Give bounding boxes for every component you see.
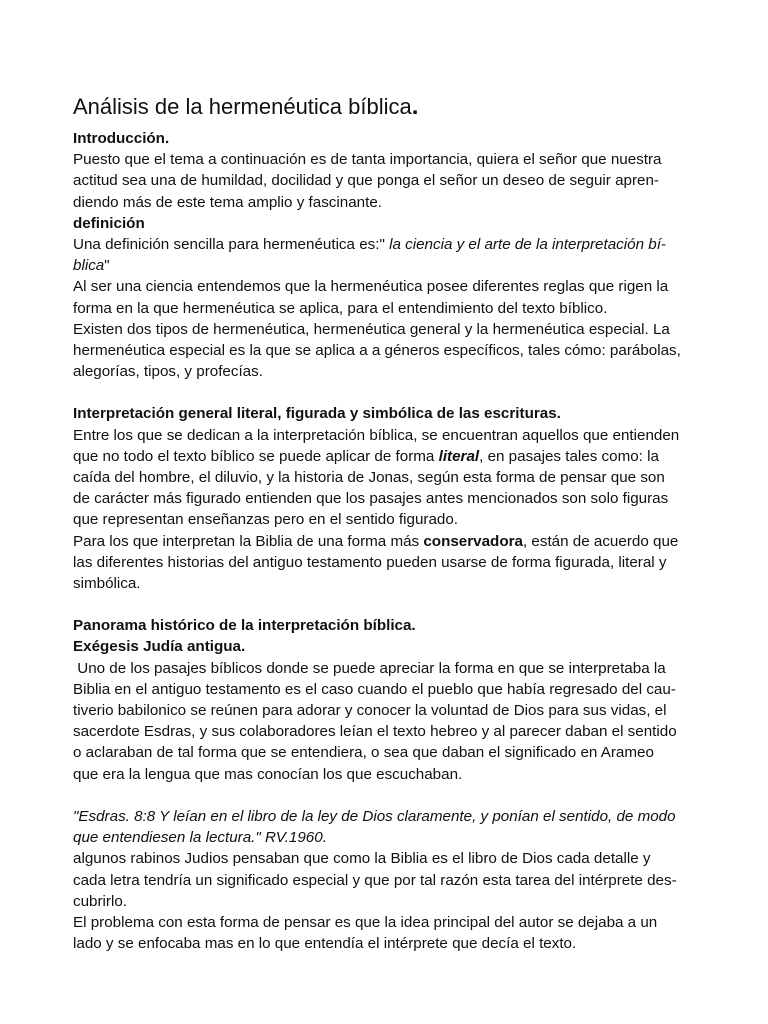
definicion-heading: definición bbox=[73, 214, 145, 232]
definicion-line: hermenéutica especial es la que se aplica a a géneros específicos, tales cómo: parábolas, bbox=[73, 342, 681, 360]
panorama-line: o aclaraban de tal forma que se entendiera, o sea que daban el significado en Arameo bbox=[73, 744, 654, 762]
section-introduccion bbox=[73, 128, 696, 213]
interpretacion-line: Entre los que se dedican a la interpretación bíblica, se encuentran aquellos que entienden bbox=[73, 426, 680, 444]
definicion-line: alegorías, tipos, y profecías. bbox=[73, 363, 263, 381]
panorama-line: Uno de los pasajes bíblicos donde se puede apreciar la forma en que se interpretaba la bbox=[73, 659, 666, 677]
definicion-quote: blica bbox=[73, 257, 105, 275]
paragraph-spacer bbox=[73, 785, 696, 806]
bible-quote: "Esdras. 8:8 Y leían en el libro de la ley de Dios claramente, y ponían el sentido, de modo bbox=[73, 807, 676, 825]
interpretacion-text: que no todo el texto bíblico se puede aplicar de forma bbox=[73, 447, 439, 465]
section-definicion bbox=[73, 213, 696, 383]
cita-line bbox=[73, 806, 696, 827]
paragraph-spacer bbox=[73, 382, 696, 403]
intro-heading: Introducción. bbox=[73, 130, 170, 147]
definicion-line: Al ser una ciencia entendemos que la hermenéutica posee diferentes reglas que rigen la bbox=[73, 278, 669, 296]
definicion-line: forma en la que hermenéutica se aplica, para el entendimiento del texto bíblico. bbox=[73, 299, 608, 317]
section-panorama bbox=[73, 615, 696, 785]
panorama-line: Biblia en el antiguo testamento es el caso cuando el pueblo que había regresado del cau- bbox=[73, 680, 676, 698]
interpretacion-line: caída del hombre, el diluvio, y la historia de Jonas, según esta forma de pensar que son bbox=[73, 469, 665, 487]
interpretacion-text: , están de acuerdo que bbox=[522, 532, 679, 550]
panorama-line: sacerdote Esdras, y sus colaboradores leían el texto hebreo y al parecer daban el sentido bbox=[73, 723, 677, 741]
cita-line: lado y se enfocaba mas en lo que entendía el intérprete que decía el texto. bbox=[73, 935, 577, 953]
interpretacion-line bbox=[73, 446, 696, 467]
definicion-line bbox=[73, 234, 696, 255]
interpretacion-heading: Interpretación general literal, figurada y simbólica de las escrituras. bbox=[73, 405, 561, 423]
exegesis-subheading: Exégesis Judía antigua. bbox=[73, 638, 246, 656]
panorama-heading: Panorama histórico de la interpretación bíblica. bbox=[73, 617, 416, 635]
interpretacion-text: , en pasajes tales como: la bbox=[479, 447, 659, 465]
interpretacion-text: Para los que interpretan la Biblia de una forma más bbox=[73, 532, 424, 550]
paragraph-spacer bbox=[73, 594, 696, 615]
interpretacion-line bbox=[73, 531, 696, 552]
definicion-line bbox=[73, 255, 696, 276]
cita-line: cada letra tendría un significado especial y que por tal razón esta tarea del intérprete des- bbox=[73, 871, 677, 889]
section-cita bbox=[73, 806, 696, 954]
cita-line: cubrirlo. bbox=[73, 892, 128, 910]
bible-quote: que entendiesen la lectura." RV.1960. bbox=[73, 829, 327, 847]
cita-line bbox=[73, 827, 696, 848]
definicion-text: Una definición sencilla para hermenéutica es:" bbox=[73, 236, 390, 254]
title-text: Análisis de la hermenéutica bíblica bbox=[73, 94, 412, 119]
definicion-quote: la ciencia y el arte de la interpretación bí- bbox=[389, 236, 666, 254]
interpretacion-line: simbólica. bbox=[73, 575, 141, 593]
intro-line: diendo más de este tema amplio y fascinante. bbox=[73, 193, 382, 211]
definicion-text: " bbox=[104, 257, 110, 275]
title-period: . bbox=[411, 93, 419, 120]
definicion-line: Existen dos tipos de hermenéutica, hermenéutica general y la hermenéutica especial. La bbox=[73, 320, 670, 338]
cita-line: algunos rabinos Judios pensaban que como la Biblia es el libro de Dios cada detalle y bbox=[73, 850, 651, 868]
document-title bbox=[73, 92, 696, 122]
conservadora-emphasis: conservadora bbox=[423, 532, 523, 550]
literal-emphasis: literal bbox=[438, 447, 480, 465]
panorama-line: tiverio babilonico se reúnen para adorar y conocer la voluntad de Dios para sus vidas, el bbox=[73, 702, 667, 720]
section-interpretacion bbox=[73, 403, 696, 594]
panorama-line: que era la lengua que mas conocían los que escuchaban. bbox=[73, 765, 463, 783]
intro-line: Puesto que el tema a continuación es de tanta importancia, quiera el señor que nuestra bbox=[73, 151, 662, 169]
intro-line: actitud sea una de humildad, docilidad y que ponga el señor un deseo de seguir apren- bbox=[73, 172, 659, 190]
interpretacion-line: las diferentes historias del antiguo testamento pueden usarse de forma figurada, literal y bbox=[73, 553, 667, 571]
interpretacion-line: que representan enseñanzas pero en el sentido figurado. bbox=[73, 511, 459, 529]
interpretacion-line: de carácter más figurado entienden que los pasajes antes mencionados son solo figuras bbox=[73, 490, 669, 508]
cita-line: El problema con esta forma de pensar es que la idea principal del autor se dejaba a un bbox=[73, 913, 658, 931]
